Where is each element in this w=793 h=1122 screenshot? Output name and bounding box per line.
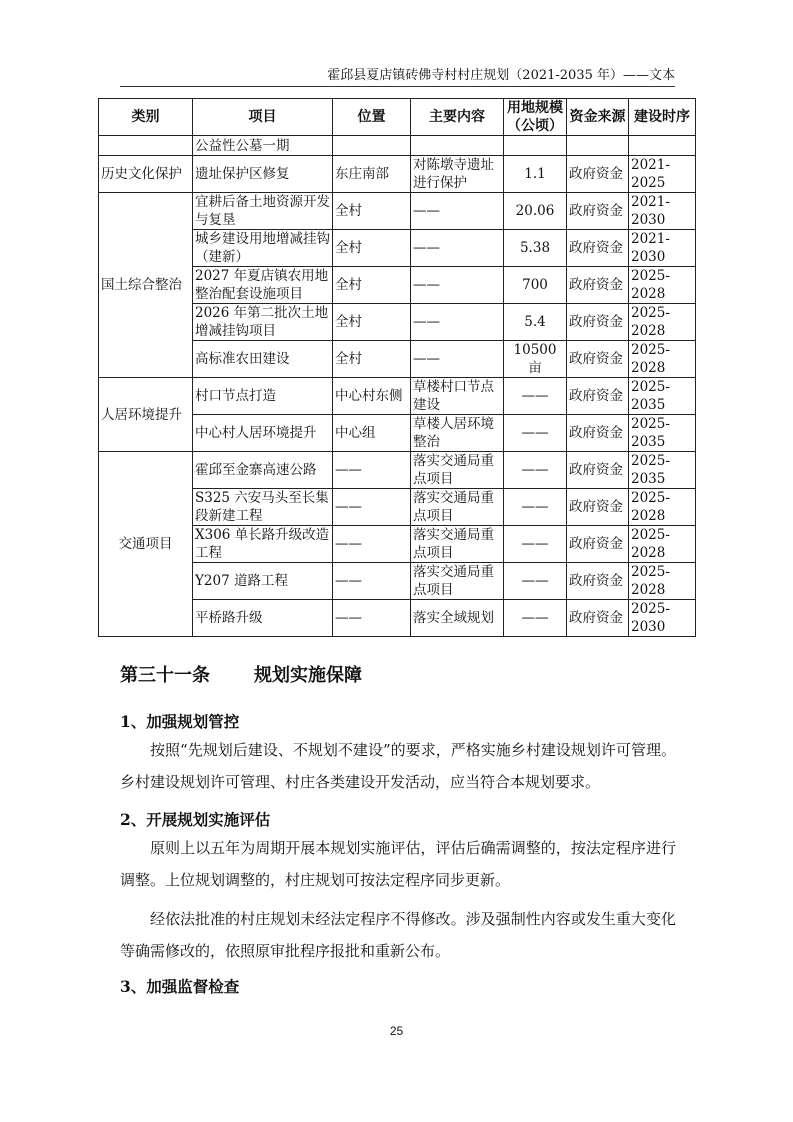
cell-period: 2025-2030 — [629, 600, 696, 637]
cell-location: —— — [333, 526, 411, 563]
cell-category: 交通项目 — [99, 452, 193, 637]
cell-project: 2027 年夏店镇农用地整治配套设施项目 — [193, 267, 333, 304]
cell-category: 国土综合整治 — [99, 193, 193, 378]
table-row — [99, 452, 696, 489]
cell-fund: 政府资金 — [567, 563, 629, 600]
cell-period: 2025-2028 — [629, 526, 696, 563]
cell-area — [504, 136, 567, 156]
project-table — [98, 98, 696, 637]
cell-project: 遗址保护区修复 — [193, 156, 333, 193]
cell-fund: 政府资金 — [567, 267, 629, 304]
cell-content: 草楼人居环境整治 — [411, 415, 504, 452]
cell-area: —— — [504, 378, 567, 415]
cell-location: 中心村东侧 — [333, 378, 411, 415]
section-heading: 3、加强监督检查 — [120, 977, 240, 996]
cell-location: —— — [333, 489, 411, 526]
cell-fund: 政府资金 — [567, 230, 629, 267]
cell-fund: 政府资金 — [567, 452, 629, 489]
cell-location: 全村 — [333, 304, 411, 341]
running-header: 霍邱县夏店镇砖佛寺村村庄规划（2021-2035 年）——文本 — [120, 64, 675, 87]
cell-project: 高标准农田建设 — [193, 341, 333, 378]
cell-content: —— — [411, 193, 504, 230]
cell-fund — [567, 136, 629, 156]
cell-fund: 政府资金 — [567, 526, 629, 563]
cell-fund: 政府资金 — [567, 341, 629, 378]
cell-period — [629, 136, 696, 156]
cell-fund: 政府资金 — [567, 378, 629, 415]
table-row — [99, 136, 696, 156]
paragraph: 经依法批准的村庄规划未经法定程序不得修改。涉及强制性内容或发生重大变化等确需修改的，依照原审批程序报批和重新公布。 — [120, 910, 676, 960]
cell-area: 20.06 — [504, 193, 567, 230]
cell-area: 700 — [504, 267, 567, 304]
page-number: 25 — [389, 1024, 404, 1038]
cell-content: —— — [411, 304, 504, 341]
cell-area: 10500 亩 — [504, 341, 567, 378]
cell-content: 对陈墩寺遗址进行保护 — [411, 156, 504, 193]
cell-location: 全村 — [333, 193, 411, 230]
table-row — [99, 193, 696, 230]
cell-category: 历史文化保护 — [99, 156, 193, 193]
table-header-row — [99, 99, 696, 136]
cell-period: 2025-2035 — [629, 378, 696, 415]
cell-content: 落实交通局重点项目 — [411, 489, 504, 526]
cell-location — [333, 136, 411, 156]
cell-content: —— — [411, 230, 504, 267]
cell-project: 公益性公墓一期 — [193, 136, 333, 156]
cell-project: Y207 道路工程 — [193, 563, 333, 600]
cell-location: 东庄南部 — [333, 156, 411, 193]
cell-location: —— — [333, 600, 411, 637]
col-header: 位置 — [333, 99, 411, 136]
cell-content: 落实全域规划 — [411, 600, 504, 637]
col-header: 主要内容 — [411, 99, 504, 136]
col-header: 类别 — [99, 99, 193, 136]
cell-period: 2025-2028 — [629, 304, 696, 341]
cell-content: 草楼村口节点建设 — [411, 378, 504, 415]
cell-project: 霍邱至金寨高速公路 — [193, 452, 333, 489]
col-header: 项目 — [193, 99, 333, 136]
cell-period: 2025-2028 — [629, 341, 696, 378]
cell-period: 2025-2035 — [629, 415, 696, 452]
article-title: 规划实施保障 — [254, 665, 362, 686]
cell-content: —— — [411, 341, 504, 378]
col-header: 资金来源 — [567, 99, 629, 136]
cell-period: 2025-2028 — [629, 563, 696, 600]
cell-location: —— — [333, 563, 411, 600]
cell-fund: 政府资金 — [567, 489, 629, 526]
cell-project: 平桥路升级 — [193, 600, 333, 637]
cell-area: —— — [504, 526, 567, 563]
cell-area: —— — [504, 452, 567, 489]
cell-area: —— — [504, 600, 567, 637]
cell-period: 2021-2025 — [629, 156, 696, 193]
cell-project: S325 六安马头至长集段新建工程 — [193, 489, 333, 526]
cell-location: 中心组 — [333, 415, 411, 452]
cell-area: —— — [504, 489, 567, 526]
cell-fund: 政府资金 — [567, 193, 629, 230]
section-heading: 2、开展规划实施评估 — [120, 810, 271, 829]
cell-location: 全村 — [333, 341, 411, 378]
cell-fund: 政府资金 — [567, 304, 629, 341]
paragraph: 按照“先规划后建设、不规划不建设”的要求，严格实施乡村建设规划许可管理。乡村建设规划许可管理、村庄各类建设开发活动，应当符合本规划要求。 — [120, 741, 676, 791]
article-heading — [120, 661, 362, 687]
cell-category: 人居环境提升 — [99, 378, 193, 452]
table-row — [99, 378, 696, 415]
cell-period: 2025-2028 — [629, 267, 696, 304]
cell-fund: 政府资金 — [567, 415, 629, 452]
cell-project: 村口节点打造 — [193, 378, 333, 415]
col-header: 用地规模（公顷） — [504, 99, 567, 136]
cell-project: 城乡建设用地增减挂钩（建新） — [193, 230, 333, 267]
cell-area: 5.38 — [504, 230, 567, 267]
cell-project: 中心村人居环境提升 — [193, 415, 333, 452]
cell-period: 2025-2028 — [629, 489, 696, 526]
cell-content: 落实交通局重点项目 — [411, 563, 504, 600]
cell-content: 落实交通局重点项目 — [411, 526, 504, 563]
cell-content — [411, 136, 504, 156]
table-row — [99, 156, 696, 193]
cell-content: —— — [411, 267, 504, 304]
cell-area: 5.4 — [504, 304, 567, 341]
cell-period: 2021-2030 — [629, 193, 696, 230]
cell-period: 2025-2035 — [629, 452, 696, 489]
cell-area: —— — [504, 563, 567, 600]
section-heading: 1、加强规划管控 — [120, 712, 240, 731]
cell-period: 2021-2030 — [629, 230, 696, 267]
cell-fund: 政府资金 — [567, 156, 629, 193]
cell-location: 全村 — [333, 230, 411, 267]
cell-fund: 政府资金 — [567, 600, 629, 637]
cell-location: —— — [333, 452, 411, 489]
cell-project: 2026 年第二批次土地增减挂钩项目 — [193, 304, 333, 341]
col-header: 建设时序 — [629, 99, 696, 136]
cell-content: 落实交通局重点项目 — [411, 452, 504, 489]
cell-area: —— — [504, 415, 567, 452]
cell-area: 1.1 — [504, 156, 567, 193]
article-number: 第三十一条 — [120, 665, 210, 686]
cell-category — [99, 136, 193, 156]
cell-location: 全村 — [333, 267, 411, 304]
cell-project: 宜耕后备土地资源开发与复垦 — [193, 193, 333, 230]
cell-project: X306 单长路升级改造工程 — [193, 526, 333, 563]
paragraph: 原则上以五年为周期开展本规划实施评估，评估后确需调整的，按法定程序进行调整。上位规划调整的，村庄规划可按法定程序同步更新。 — [120, 839, 676, 889]
